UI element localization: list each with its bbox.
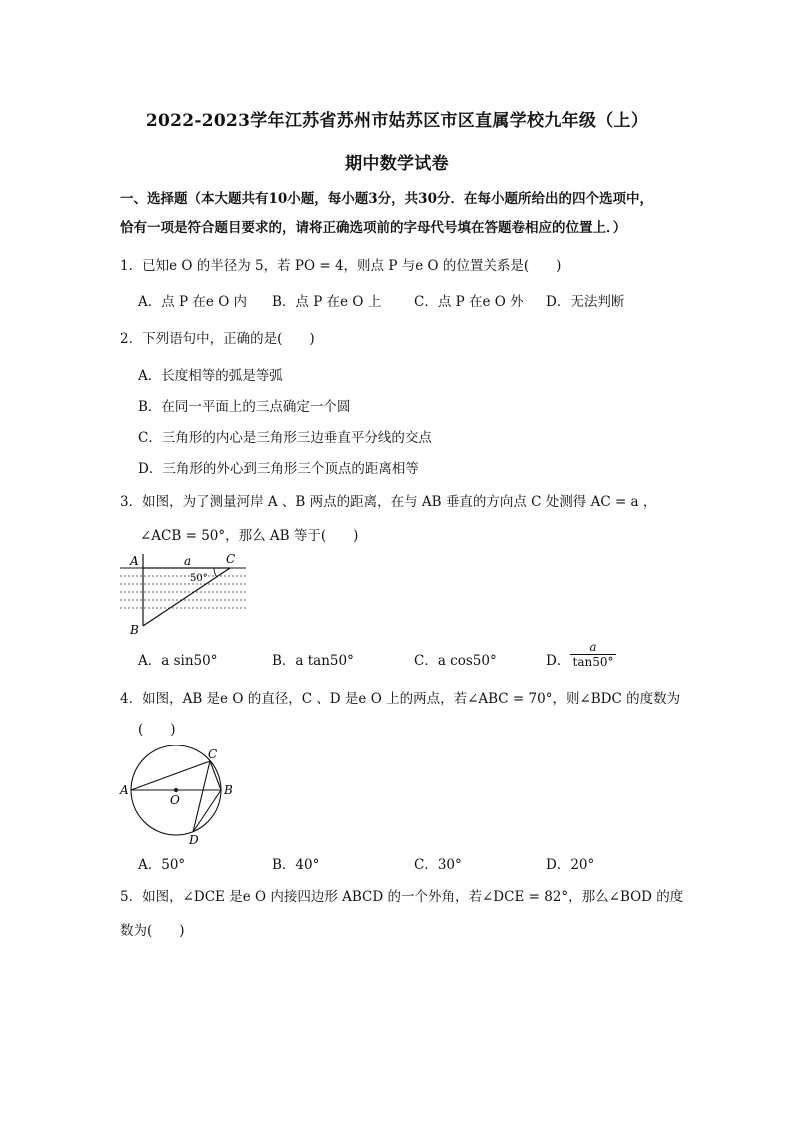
q3-option-d: D．	[546, 653, 571, 669]
q4-stem-line1: 4．如图，AB 是e O 的直径，C 、D 是e O 上的两点，若∠ABC = 70°，则∠BDC 的度数为	[120, 691, 681, 707]
label-d: D	[189, 833, 199, 845]
q4-option-a: A．50°	[138, 857, 186, 873]
river-water-lines	[120, 568, 246, 608]
q3-river-figure	[118, 548, 252, 638]
q2-option-d: D．三角形的外心到三角形三个顶点的距离相等	[138, 461, 419, 477]
label-c: C	[208, 747, 218, 761]
fraction-denominator: tan50°	[572, 655, 614, 669]
label-side-a: a	[184, 554, 192, 568]
q3-stem-line2: ∠ACB = 50°，那么 AB 等于( )	[140, 528, 359, 544]
q4-circle-figure	[118, 745, 238, 845]
q5-stem-line1: 5．如图，∠DCE 是e O 内接四边形 ABCD 的一个外角，若∠DCE = 82°，那么∠BOD 的度	[120, 889, 684, 905]
label-o: O	[170, 793, 180, 807]
q5-stem-line2: 数为( )	[120, 923, 185, 939]
center-point-o	[174, 788, 178, 792]
q3-option-c: C．a cos50°	[414, 653, 497, 669]
q1-stem: 1．已知e O 的半径为 5，若 PO = 4，则点 P 与e O 的位置关系是( )	[120, 258, 562, 274]
chord-db	[193, 790, 221, 832]
q1-option-c: C．点 P 在e O 外	[414, 294, 524, 310]
q2-stem: 2．下列语句中，正确的是( )	[120, 331, 315, 347]
chord-cd	[193, 761, 210, 832]
q2-option-c: C．三角形的内心是三角形三边垂直平分线的交点	[138, 430, 432, 446]
section1-heading-line2: 恰有一项是符合题目要求的，请将正确选项前的字母代号填在答题卷相应的位置上．）	[120, 220, 627, 236]
exam-title-line1: 2022-2023学年江苏省苏州市姑苏区市区直属学校九年级（上）	[145, 111, 649, 131]
label-c: C	[226, 552, 236, 566]
label-a: A	[120, 783, 129, 797]
label-b: B	[224, 783, 233, 797]
angle-arc-50	[214, 568, 217, 577]
fraction-numerator: a	[570, 640, 616, 655]
q2-option-b: B．在同一平面上的三点确定一个圆	[138, 399, 351, 415]
section1-heading-line1: 一、选择题（本大题共有10小题，每小题3分，共30分．在每小题所给出的四个选项中，	[120, 191, 653, 207]
q2-option-a: A．长度相等的弧是等弧	[138, 368, 283, 384]
chord-cb	[210, 761, 221, 790]
q1-option-b: B．点 P 在e O 上	[272, 294, 382, 310]
q4-option-d: D．20°	[546, 857, 595, 873]
label-b: B	[130, 623, 139, 637]
q1-option-a: A．点 P 在e O 内	[138, 294, 248, 310]
q4-option-b: B．40°	[272, 857, 320, 873]
label-angle-50: 50°	[190, 573, 208, 584]
q3-option-d-fraction	[570, 640, 616, 669]
q4-stem-line2: ( )	[138, 722, 176, 738]
q3-stem-line1: 3．如图，为了测量河岸 A 、B 两点的距离，在与 AB 垂直的方向点 C 处测得 AC = a ，	[120, 494, 657, 510]
label-a: A	[130, 554, 139, 568]
chord-ac	[131, 761, 210, 790]
q3-option-a: A．a sin50°	[138, 653, 218, 669]
q3-option-b: B．a tan50°	[272, 653, 354, 669]
exam-title-line2: 期中数学试卷	[345, 154, 449, 174]
q1-option-d: D．无法判断	[546, 294, 625, 310]
q4-option-c: C．30°	[414, 857, 462, 873]
